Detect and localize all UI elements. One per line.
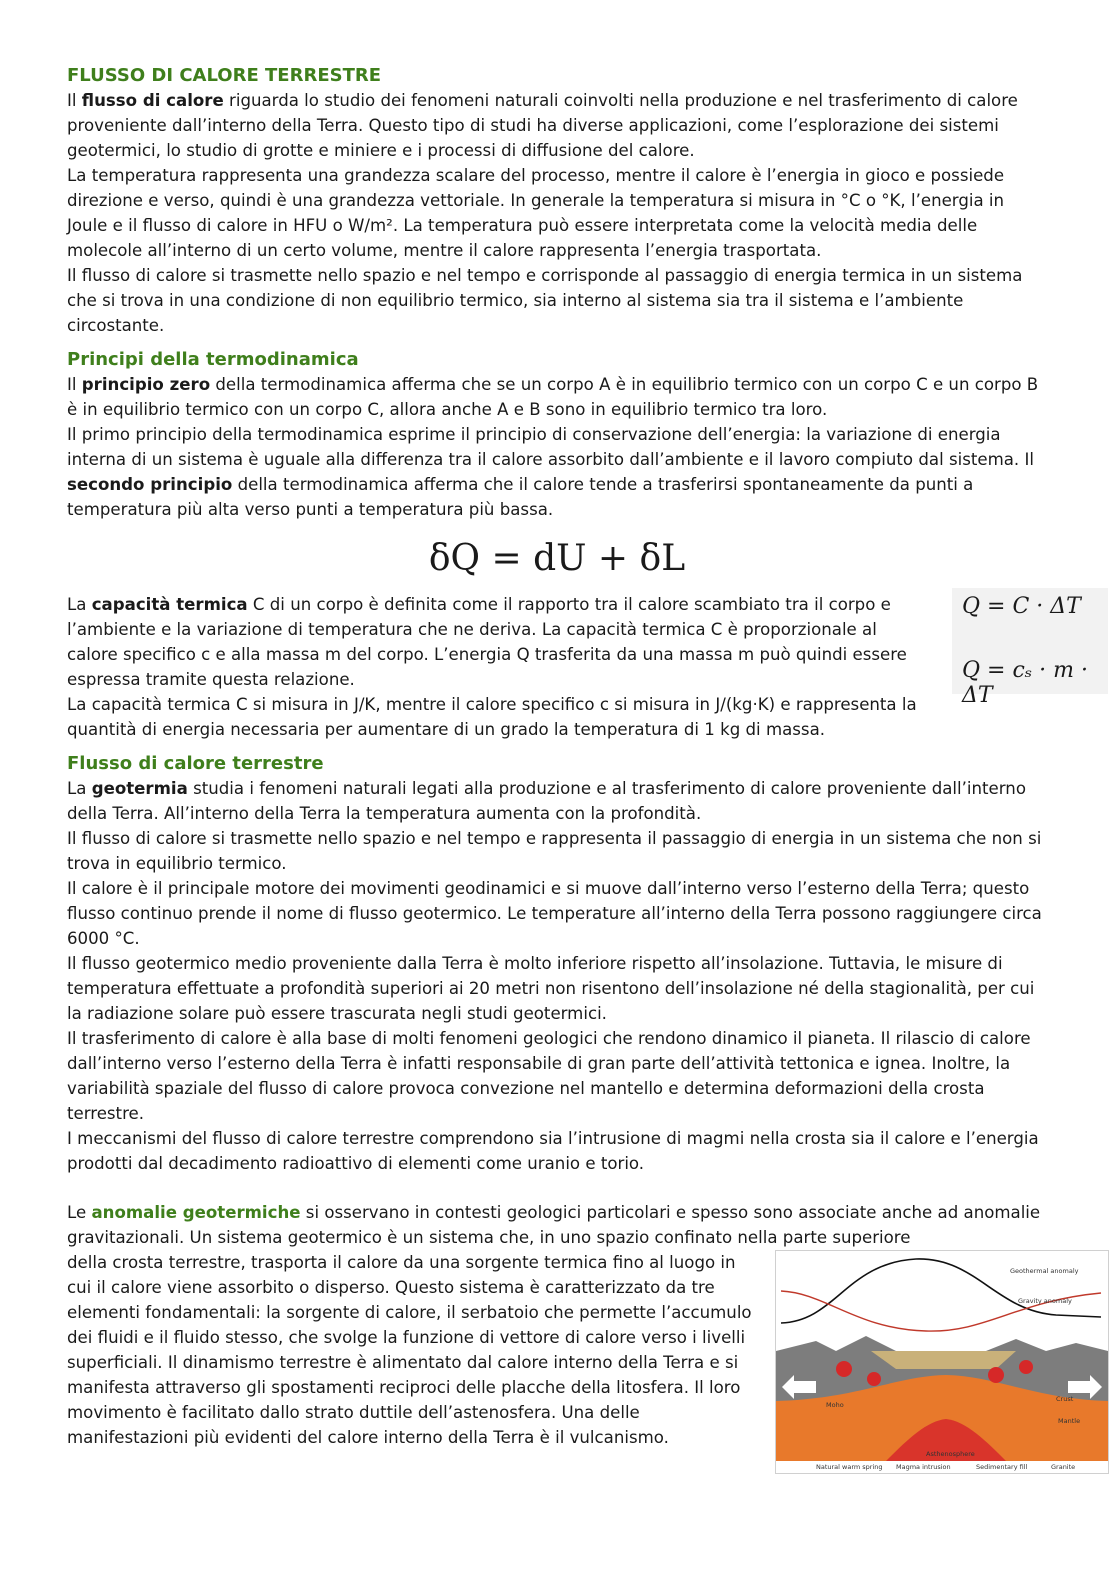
bold-term: flusso di calore xyxy=(81,91,224,110)
green-term: anomalie geotermiche xyxy=(91,1203,301,1222)
text: si osservano in contesti geologici particolari e spesso sono associate anche ad anomalie gravitazionali. Un sistema geotermico è un sistema che, in uno spazio confinato nella parte superiore xyxy=(67,1203,1041,1247)
section-title-flusso-calore: FLUSSO DI CALORE TERRESTRE xyxy=(67,65,382,86)
geothermal-diagram xyxy=(776,1251,1108,1473)
magma-intrusion xyxy=(867,1372,881,1386)
text: della termodinamica afferma che il calore tende a trasferirsi spontaneamente da punti a temperatura più alta verso punti a temperatura più bassa. xyxy=(67,475,974,519)
bold-term: capacità termica xyxy=(91,595,248,614)
equation-heat-capacity: Q = C · ΔT xyxy=(962,594,1081,619)
magma-intrusion xyxy=(988,1367,1004,1383)
text: C di un corpo è definita come il rapporto tra il calore scambiato tra il corpo e l’ambiente e la variazione di temperatura che ne deriva. La capacità termica C è proporzionale al calore specifico c e alla massa m del corpo. L’energia Q trasferita da una massa m può quindi essere espressa tramite questa relazione. xyxy=(67,595,907,689)
label-gravity: Gravity anomaly xyxy=(1018,1297,1072,1305)
paragraph: I meccanismi del flusso di calore terrestre comprendono sia l’intrusione di magmi nella crosta sia il calore e l’energia prodotti dal decadimento radioattivo di elementi come uranio e torio. xyxy=(67,1129,1039,1173)
paragraph xyxy=(67,422,1047,522)
label-mantle: Mantle xyxy=(1058,1417,1081,1425)
paragraph xyxy=(67,372,1047,422)
text: La xyxy=(67,595,92,614)
text: Il xyxy=(67,91,82,110)
paragraph: Il flusso di calore si trasmette nello spazio e nel tempo e rappresenta il passaggio di energia in un sistema che non si trova in equilibrio termico. xyxy=(67,829,1042,873)
label-geothermal: Geothermal anomaly xyxy=(1010,1267,1079,1275)
equation-first-law: δQ = dU + δL xyxy=(428,538,686,579)
paragraph xyxy=(67,1200,1047,1250)
text: Il primo principio della termodinamica esprime il principio di conservazione dell’energia: la variazione di energia interna di un sistema è uguale alla differenza tra il calore assorbito dall’ambiente e il lavoro compiuto dal sistema. Il xyxy=(67,425,1034,469)
paragraph: Il flusso geotermico medio proveniente dalla Terra è molto inferiore rispetto all’insolazione. Tuttavia, le misure di temperatura effettuate a profondità superiori ai 20 metri non risentono dell’insolazione né della stagionalità, per cui la radiazione solare può essere trascurata negli studi geotermici. xyxy=(67,954,1035,1023)
text: studia i fenomeni naturali legati alla produzione e al trasferimento di calore proveniente dall’interno della Terra. All’interno della Terra la temperatura aumenta con la profondità. xyxy=(67,779,1026,823)
paragraph xyxy=(67,776,1047,826)
paragraph: La capacità termica C si misura in J/K, mentre il calore specifico c si misura in J/(kg·K) e rappresenta la quantità di energia necessaria per aumentare di un grado la temperatura di 1 kg di massa. xyxy=(67,695,917,739)
paragraph xyxy=(67,592,927,692)
capacity-block xyxy=(67,592,1089,742)
text: della termodinamica afferma che se un corpo A è in equilibrio termico con un corpo C e un corpo B è in equilibrio termico con un corpo C, allora anche A e B sono in equilibrio termico tra loro. xyxy=(67,375,1039,419)
section-title-flusso-terrestre: Flusso di calore terrestre xyxy=(67,753,324,774)
text: La xyxy=(67,779,92,798)
legend-sediment: Sedimentary fill xyxy=(976,1463,1028,1471)
label-crust: Crust xyxy=(1056,1395,1074,1403)
bold-term: geotermia xyxy=(91,779,188,798)
text: Le xyxy=(67,1203,92,1222)
label-moho: Moho xyxy=(826,1401,844,1409)
legend-magma: Magma intrusion xyxy=(896,1463,951,1471)
geothermal-block xyxy=(67,1250,1081,1471)
bold-term: principio zero xyxy=(81,375,211,394)
paragraph xyxy=(67,88,1047,163)
legend-granite: Granite xyxy=(1051,1463,1076,1471)
sedimentary-fill xyxy=(871,1351,1016,1369)
paragraph: Il trasferimento di calore è alla base di molti fenomeni geologici che rendono dinamico il pianeta. Il rilascio di calore dall’interno verso l’esterno della Terra è infatti responsabile di gran parte dell’attività tettonica e ignea. Inoltre, la variabilità spaziale del flusso di calore provoca convezione nel mantello e determina deformazioni della crosta terrestre. xyxy=(67,1029,1031,1123)
label-asthenosphere: Asthenosphere xyxy=(926,1450,975,1458)
paragraph: La temperatura rappresenta una grandezza scalare del processo, mentre il calore è l’energia in gioco e possiede direzione e verso, quindi è una grandezza vettoriale. In generale la temperatura si misura in °C o °K, l’energia in Joule e il flusso di calore in HFU o W/m². La temperatura può essere interpretata come la velocità media delle molecole all’interno di un certo volume, mentre il calore rappresenta l’energia trasportata. xyxy=(67,166,1005,260)
paragraph: della crosta terrestre, trasporta il calore da una sorgente termica fino al luogo in cui il calore viene assorbito o disperso. Questo sistema è caratterizzato da tre elementi fondamentali: la sorgente di calore, il serbatoio che permette l’accumulo dei fluidi e il fluido stesso, che svolge la funzione di vettore di calore verso i livelli superficiali. Il dinamismo terrestre è alimentato dal calore interno della Terra e si manifesta attraverso gli spostamenti reciproci delle placche della litosfera. Il loro movimento è facilitato dallo strato duttile dell’astenosfera. Una delle manifestazioni più evidenti del calore interno della Terra è il vulcanismo. xyxy=(67,1253,752,1447)
paragraph: Il flusso di calore si trasmette nello spazio e nel tempo e corrisponde al passaggio di energia termica in un sistema che si trova in una condizione di non equilibrio termico, sia interno al sistema sia tra il sistema e l’ambiente circostante. xyxy=(67,266,1023,335)
section-title-termodinamica: Principi della termodinamica xyxy=(67,349,359,370)
equation-box xyxy=(952,588,1108,708)
magma-intrusion xyxy=(836,1361,852,1377)
legend-warm-spring: Natural warm spring xyxy=(816,1463,883,1471)
text: riguarda lo studio dei fenomeni naturali coinvolti nella produzione e nel trasferimento di calore proveniente dall’interno della Terra. Questo tipo di studi ha diverse applicazioni, come l’esplorazione dei sistemi geotermici, lo studio di grotte e miniere e i processi di diffusione del calore. xyxy=(67,91,1018,160)
paragraph: Il calore è il principale motore dei movimenti geodinamici e si muove dall’interno verso l’esterno della Terra; questo flusso continuo prende il nome di flusso geotermico. Le temperature all’interno della Terra possono raggiungere circa 6000 °C. xyxy=(67,879,1042,948)
document-page xyxy=(67,60,1089,1471)
magma-intrusion xyxy=(1019,1360,1033,1374)
equation-specific-heat: Q = cₛ · m · ΔT xyxy=(962,658,1089,708)
geothermal-system-figure xyxy=(775,1250,1109,1474)
text: Il xyxy=(67,375,82,394)
bold-term: secondo principio xyxy=(67,475,233,494)
